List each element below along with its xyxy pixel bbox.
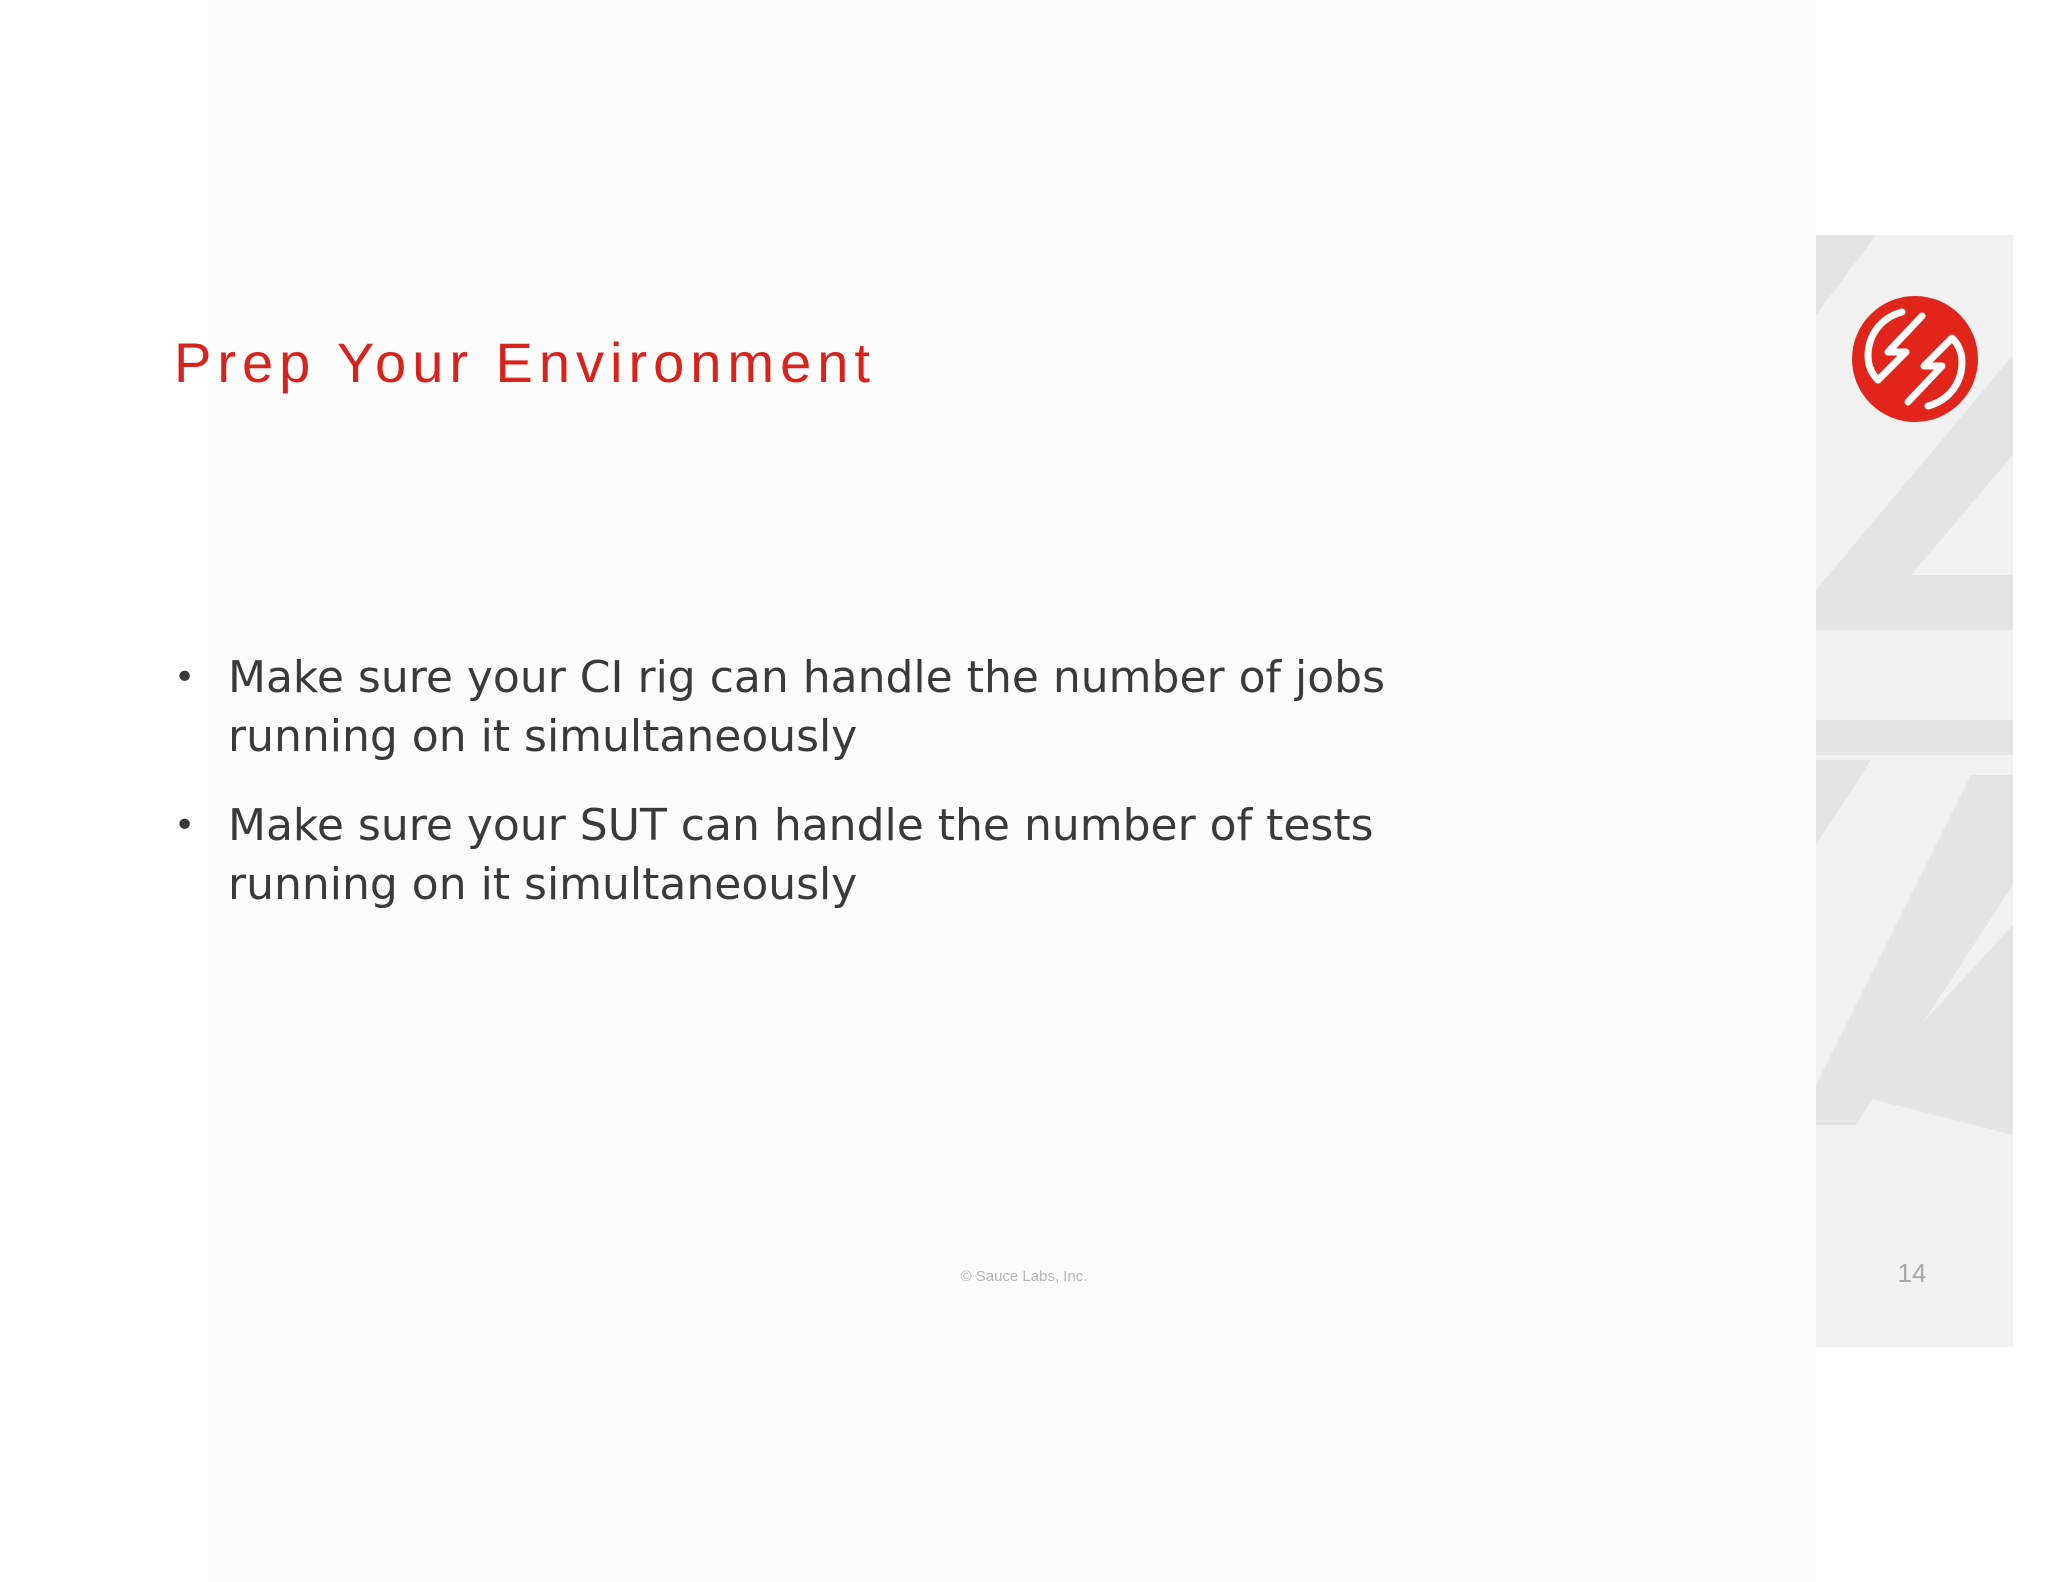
bullet-text-line: Make sure your SUT can handle the number of tests (228, 800, 1374, 851)
bullet-item (174, 648, 1474, 766)
bullet-item (174, 796, 1474, 914)
bullet-text-line: running on it simultaneously (228, 711, 858, 762)
slide-title: Prep Your Environment (174, 331, 876, 394)
bullet-list (174, 648, 1474, 944)
bullet-text-line: Make sure your CI rig can handle the number of jobs (228, 652, 1385, 703)
bullet-marker: • (174, 805, 196, 846)
page-number: 14 (1897, 1258, 1927, 1288)
bullet-text-line: running on it simultaneously (228, 859, 858, 910)
footer-copyright: © Sauce Labs, Inc. (960, 1268, 1088, 1285)
sauce-labs-logo-icon (1850, 294, 1980, 424)
bullet-marker: • (174, 657, 196, 698)
